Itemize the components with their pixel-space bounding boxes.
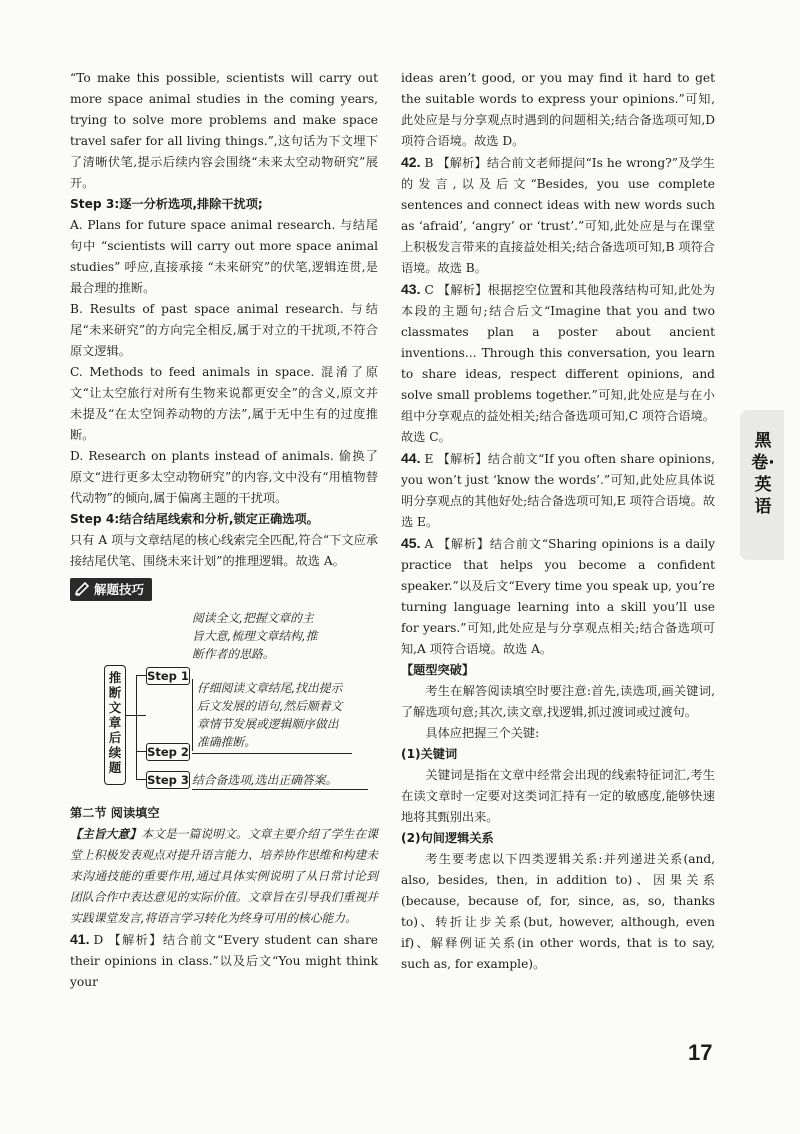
tips-banner bbox=[70, 578, 152, 601]
diagram-note-step1: 阅读全文,把握文章的主旨大意,梳理文章结构,推断作者的思路。 bbox=[192, 611, 318, 661]
q41-continued: ideas aren’t good, or you may find it hard to get the suitable words to express your opinions.”可知,此处应是与分享观点时遇到的问题相关;结合备选项可知,D 项符合语境。故选 D。 bbox=[401, 71, 715, 148]
keyword-heading: (1)关键词 bbox=[401, 747, 458, 761]
q44-text: E 【解析】结合前文“If you often share opinions, you won’t just ‘know the words’.”可知,此处应具体说明分享观点的其他好处;结合备选项可知,E 项符合语境。故选 E。 bbox=[401, 452, 715, 529]
tips-diagram bbox=[70, 607, 378, 797]
option-c-analysis: C. Methods to feed animals in space. 混淆了原文“让太空旅行对所有生物来说都更安全”的含义,原文并未提及“在太空饲养动物的方法”,属于无中生有的过度推断。 bbox=[70, 365, 378, 442]
option-d-analysis: D. Research on plants instead of animals. 偷换了原文“进行更多太空动物研究”的内容,文中没有“用植物替代动物”的倾向,属于偏离主题的干扰项。 bbox=[70, 449, 378, 505]
step4-text: 只有 A 项与文章结尾的核心线索完全匹配,符合“下文应承接结尾伏笔、围绕未来计划”的推理逻辑。故选 A。 bbox=[70, 533, 378, 568]
main-idea-tag: 【主旨大意】 bbox=[70, 827, 142, 841]
step3-heading: Step 3:逐一分析选项,排除干扰项; bbox=[70, 197, 263, 211]
q42-text: B 【解析】结合前文老师提问“Is he wrong?”及学生的发言,以及后文“Besides, you use complete sentences and connect ideas with new words such as ‘afraid’, ‘angry’ or ‘trust’.”可知,此处应是与在课堂上积极发言带来的直接益处相关;结合备选项可知,B 项符合语境。故选 B。 bbox=[401, 156, 715, 275]
logic-heading: (2)句间逻辑关系 bbox=[401, 831, 494, 845]
q44-number: 44. bbox=[401, 450, 421, 466]
diagram-note-step2: 仔细阅读文章结尾,找出提示后文发展的语句,然后顺着文章情节发展或逻辑顺序做出准确推断。 bbox=[192, 679, 347, 751]
intro-paragraph: “To make this possible, scientists will carry out more space animal studies in the coming years, trying to solve more problems and make space travel safer for all living things.”,这句话为下文埋下了清晰伏笔,提示后续内容会围绕“未来太空动物研究”展开。 bbox=[70, 71, 378, 190]
q41-text: D 【解析】结合前文“Every student can share their opinions in class.”以及后文“You might think your bbox=[70, 933, 378, 989]
q42-number: 42. bbox=[401, 154, 421, 170]
q45-number: 45. bbox=[401, 535, 421, 551]
main-idea-text: 本文是一篇说明文。文章主要介绍了学生在课堂上积极发表观点对提升语言能力、培养协作思维和构建未来沟通技能的重要作用,通过具体实例说明了从日常讨论到团队合作中表达意见的实际价值。文章旨在引导我们重视并实践课堂发言,将语言学习转化为终身可用的核心能力。 bbox=[70, 827, 378, 925]
section-title: 第二节 阅读填空 bbox=[70, 806, 160, 820]
right-column bbox=[401, 68, 715, 975]
q45-text: A 【解析】结合前文“Sharing opinions is a daily practice that helps you become a confident speaker.”以及后文“Every time you speak up, you’re turning language learning into a skill you’ll use for years.”可知,此处应是与分享观点相关;结合备选项可知,A 项符合语境。故选 A。 bbox=[401, 537, 715, 656]
breakthrough-para1: 考生在解答阅读填空时要注意:首先,读选项,画关键词,了解选项句意;其次,读文章,找逻辑,抓过渡词或过渡句。 bbox=[401, 684, 715, 719]
side-tab-label: 黑卷·英语 bbox=[751, 431, 775, 517]
breakthrough-tag: 【题型突破】 bbox=[401, 663, 475, 677]
keyword-text: 关键词是指在文章中经常会出现的线索特征词汇,考生在读文章时一定要对这类词汇持有一定的敏感度,能够快速地将其甄别出来。 bbox=[401, 768, 715, 824]
pen-icon bbox=[74, 581, 90, 597]
q43-number: 43. bbox=[401, 281, 421, 297]
q41-number: 41. bbox=[70, 931, 90, 947]
left-column bbox=[70, 68, 378, 993]
diagram-vertical-label: 推断文章后续题 bbox=[104, 665, 126, 785]
diagram-step1: Step 1 bbox=[147, 669, 189, 683]
diagram-note-step3: 结合备选项,选出正确答案。 bbox=[192, 773, 338, 787]
diagram-step3: Step 3 bbox=[147, 773, 189, 787]
logic-text: 考生要考虑以下四类逻辑关系:并列递进关系(and, also, besides, then, in addition to)、因果关系(because, because of, for, since, as, so, thanks to)、转折让步关系(but, however, although, even if)、解释例证关系(in other words, that is to say, such as, for example)。 bbox=[401, 852, 715, 971]
tips-label: 解题技巧 bbox=[94, 582, 145, 597]
step4-heading: Step 4:结合结尾线索和分析,锁定正确选项。 bbox=[70, 512, 319, 526]
diagram-step2: Step 2 bbox=[147, 745, 189, 759]
page-number: 17 bbox=[688, 1040, 713, 1065]
q43-text: C 【解析】根据挖空位置和其他段落结构可知,此处为本段的主题句;结合后文“Imagine that you and two classmates plan a poster about ancient inventions... Through this conversation, you learn to share ideas, respect different opinions, and solve small problems together.”可知,此处应是与在小组中分享观点的益处相关;结合备选项可知,C 项符合语境。故选 C。 bbox=[401, 283, 715, 444]
breakthrough-para2: 具体应把握三个关键: bbox=[425, 726, 540, 740]
option-b-analysis: B. Results of past space animal research. 与结尾“未来研究”的方向完全相反,属于对立的干扰项,不符合原文逻辑。 bbox=[70, 302, 378, 358]
option-a-analysis: A. Plans for future space animal research. 与结尾句中 “scientists will carry out more space animal studies” 呼应,直接承接 “未来研究”的伏笔,逻辑连贯,是最合理的推断。 bbox=[70, 218, 378, 295]
